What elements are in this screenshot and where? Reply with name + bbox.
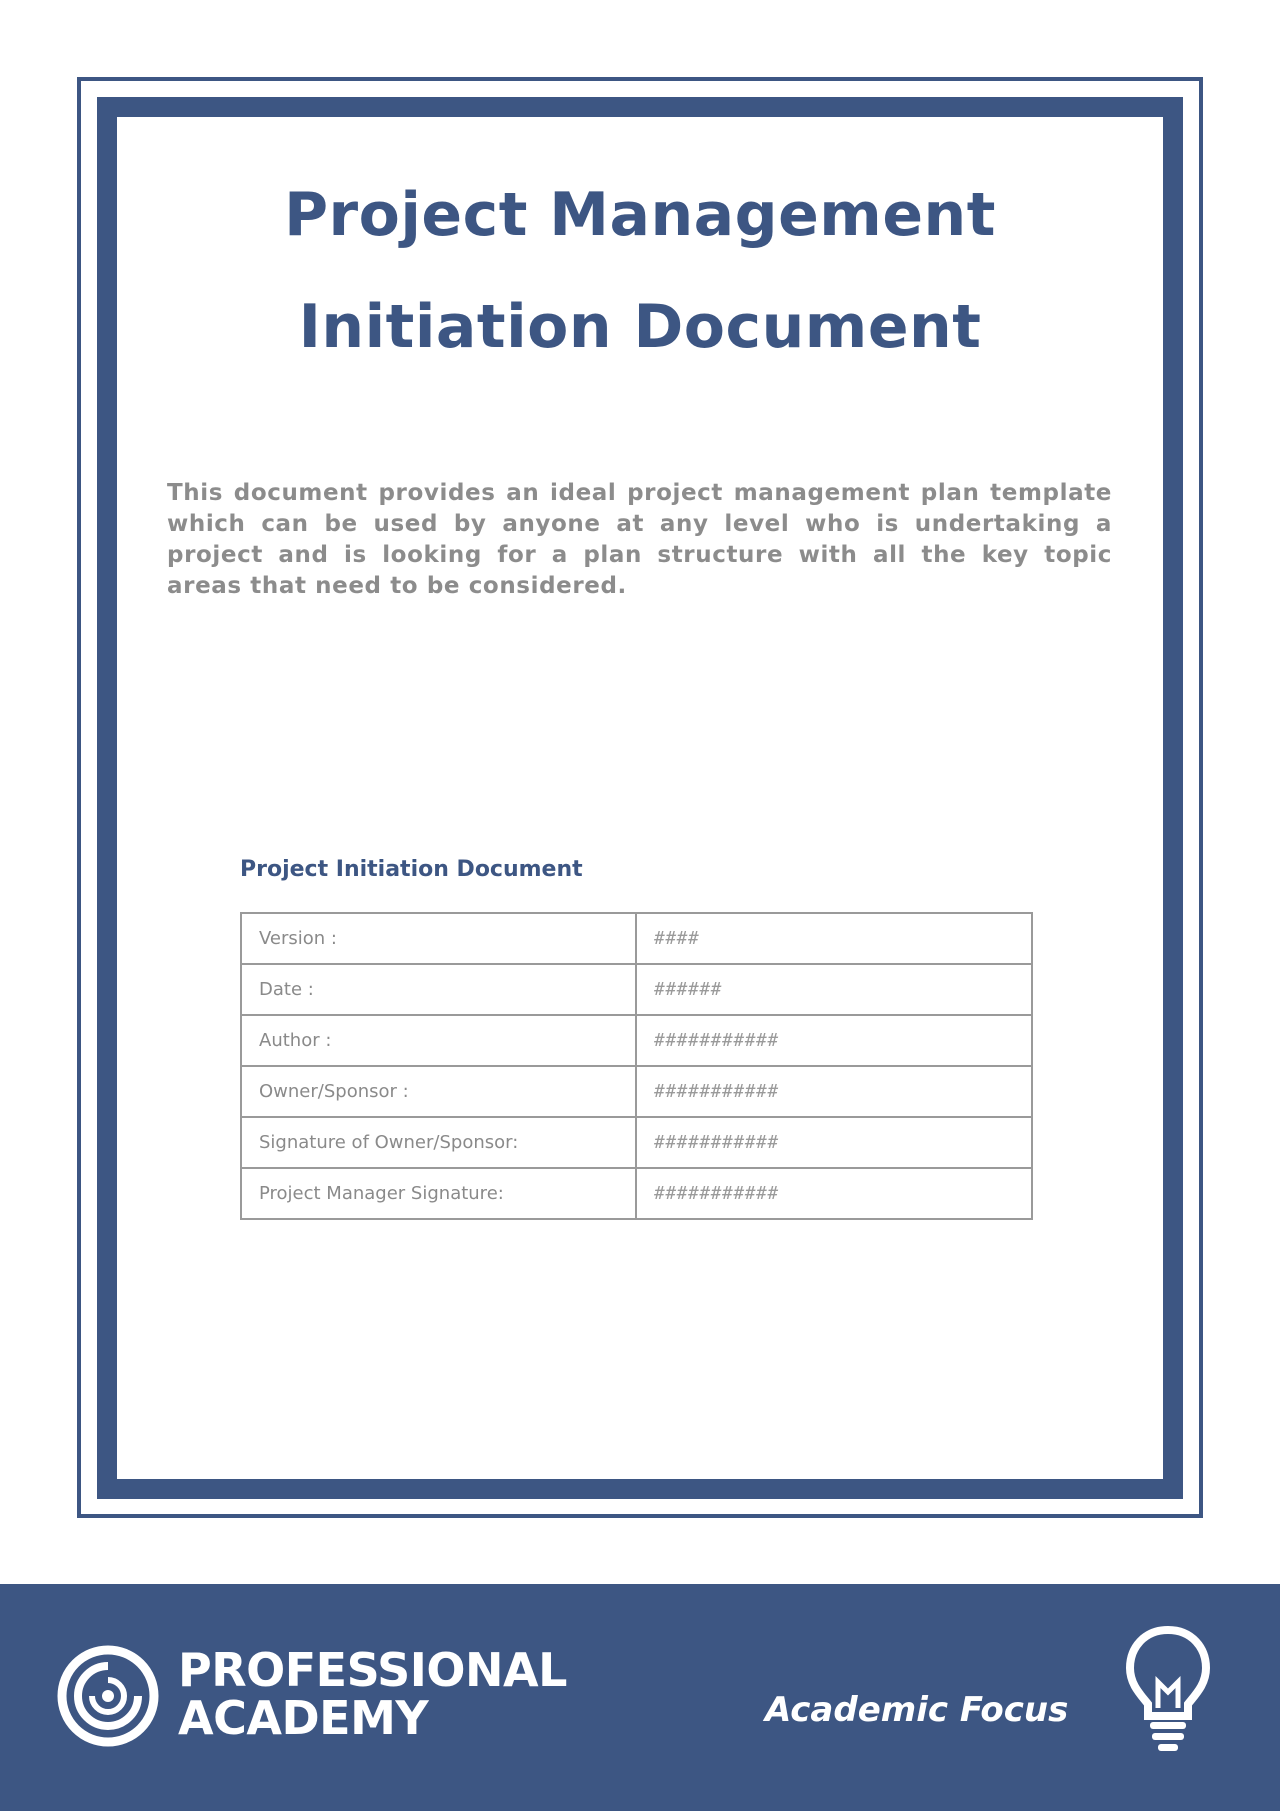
table-row	[241, 1066, 1032, 1117]
table-row	[241, 1015, 1032, 1066]
brand-line1: PROFESSIONAL	[178, 1643, 567, 1697]
brand-wordmark	[178, 1643, 567, 1745]
lightbulb-icon	[1122, 1624, 1214, 1754]
table-heading: Project Initiation Document	[240, 857, 583, 882]
table-row	[241, 964, 1032, 1015]
row-value: ###########	[636, 1015, 1032, 1066]
row-value: ###########	[636, 1117, 1032, 1168]
row-label: Signature of Owner/Sponsor:	[241, 1117, 636, 1168]
intro-paragraph: This document provides an ideal project management plan template which can be used by anyone at any level who is undertaking a project and is looking for a plan structure with all the key topic areas that need to be considered.	[167, 480, 1112, 599]
table-row	[241, 1168, 1032, 1219]
footer-banner	[0, 1584, 1280, 1811]
row-label: Author :	[241, 1015, 636, 1066]
row-value: ######	[636, 964, 1032, 1015]
table-row	[241, 913, 1032, 964]
spiral-logo-icon	[56, 1644, 160, 1748]
row-label: Project Manager Signature:	[241, 1168, 636, 1219]
document-title-line2: Initiation Document	[298, 292, 982, 362]
table-row	[241, 1117, 1032, 1168]
row-value: ###########	[636, 1168, 1032, 1219]
document-info-table	[240, 912, 1033, 1220]
tagline: Academic Focus	[765, 1690, 1069, 1730]
document-title-line1: Project Management	[284, 180, 996, 250]
brand-line2: ACADEMY	[178, 1691, 429, 1745]
row-label: Owner/Sponsor :	[241, 1066, 636, 1117]
row-label: Date :	[241, 964, 636, 1015]
row-value: ####	[636, 913, 1032, 964]
row-label: Version :	[241, 913, 636, 964]
row-value: ###########	[636, 1066, 1032, 1117]
